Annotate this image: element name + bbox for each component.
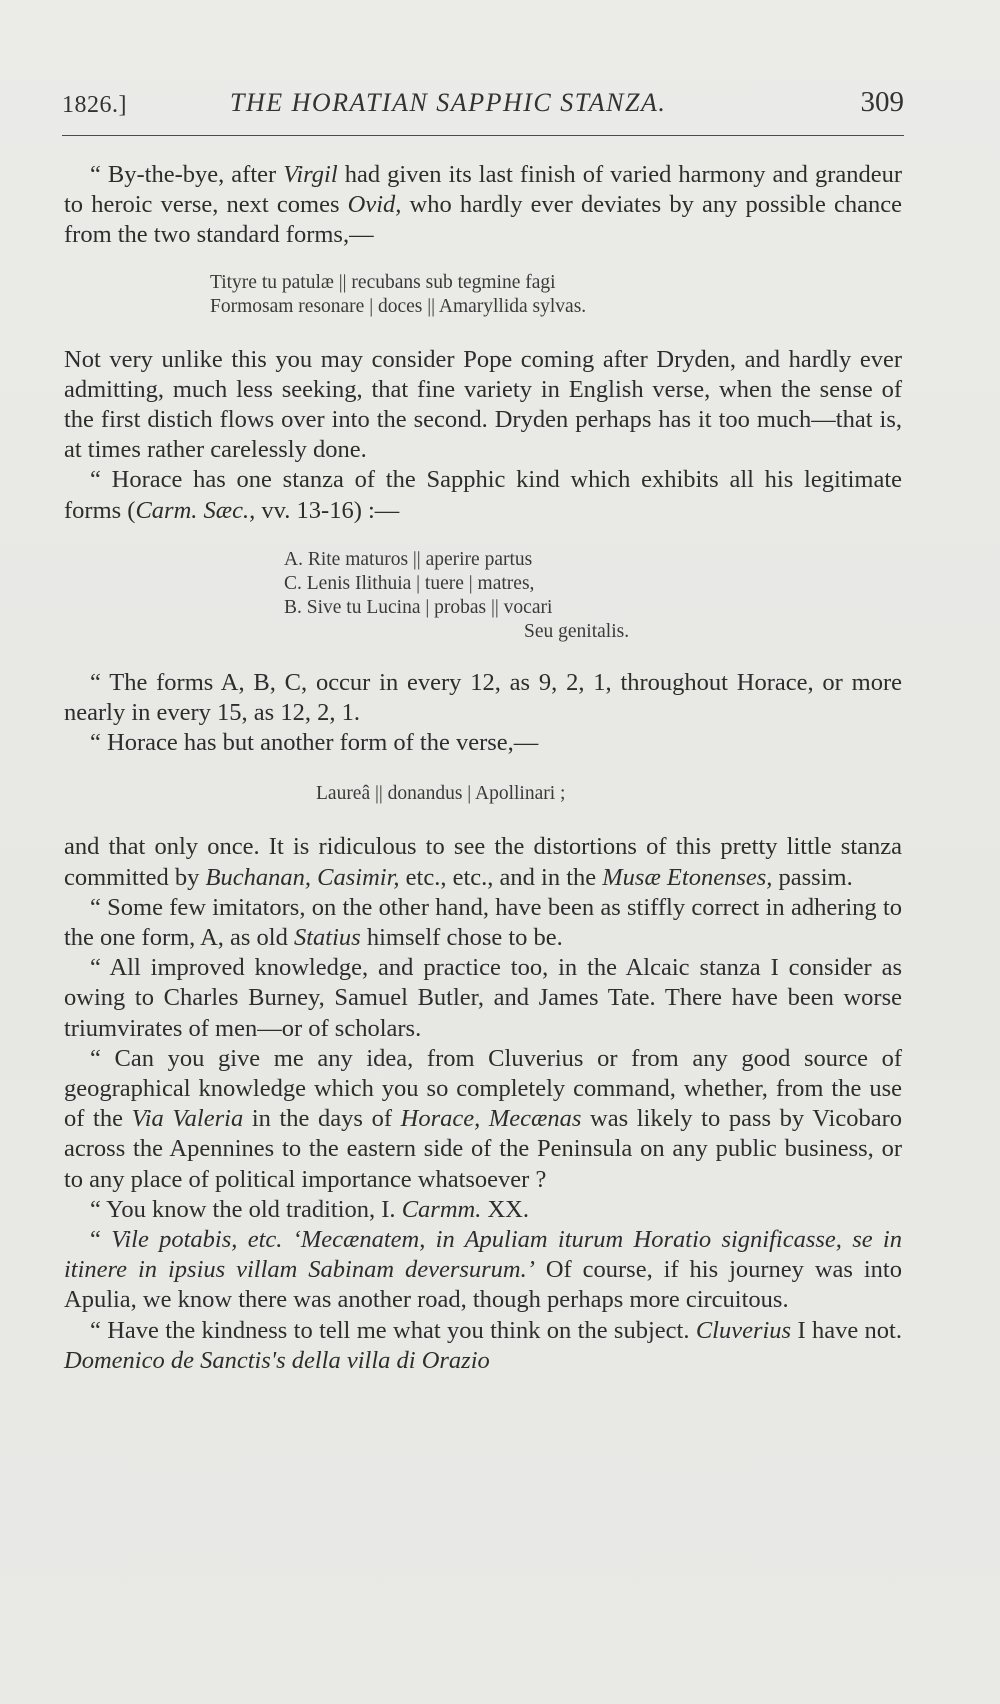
p9-text-a: “ Can you give me any idea, from Cluverius or from any good source of geographical knowledge which you so completely command, whether, from the use of the (64, 1044, 902, 1133)
running-header (62, 84, 904, 124)
p9-text-c (480, 1105, 489, 1132)
p9-text-d: was likely to pass by Vicobaro across the Apennines to the eastern side of the Peninsula on any public business, or to any place of political importance whatsoever ? (64, 1105, 903, 1193)
verse-line: Laureâ || donandus | Apollinari ; (316, 783, 566, 805)
p6-musae: Musæ Etonenses, (602, 863, 773, 891)
verse-line: C. Lenis Ilithuia | tuere | matres, (284, 572, 535, 594)
p12-cluverius: Cluverius (695, 1316, 792, 1344)
p3-text-b: vv. 13-16) :— (255, 496, 400, 524)
p1-text-b: had given its last finish of varied harmony and grandeur to heroic verse, next comes (64, 161, 903, 219)
p1-virgil: Virgil (283, 161, 338, 188)
p1-ovid: Ovid, (347, 191, 402, 219)
verse-quotation-sapphic (284, 548, 902, 644)
page-body (64, 160, 902, 1376)
p9-maecenas: Mecænas (488, 1105, 582, 1133)
p1-text-c: who hardly ever deviates by any possible chance from the two standard forms,— (64, 191, 903, 249)
p10-text-b: XX. (481, 1195, 529, 1223)
header-year: 1826.] (62, 92, 127, 118)
p6-buchanan: Buchanan, (205, 863, 312, 891)
paragraph-virgil-ovid (64, 160, 902, 251)
paragraph-alcaic: “ All improved knowledge, and practice too, in the Alcaic stanza I consider as owing to Charles Burney, Samuel Butler, and James Tate. There have been worse triumvirates of men—or of scholars. (64, 954, 902, 1042)
paragraph-another-form: “ Horace has but another form of the verse,— (90, 729, 539, 757)
p9-horace: Horace, (400, 1105, 481, 1133)
paragraph-tradition (64, 1195, 902, 1225)
p6-text-a: and that only once. It is ridiculous to see the distortions of this pretty little stanza committed by (64, 833, 902, 891)
p11-latin-quote: Vile potabis, etc. ‘Mecænatem, in Apuliam iturum Horatio significasse, se in itinere in ipsius villam Sabinam deversurum.’ (64, 1226, 902, 1284)
paragraph-distortions (64, 832, 902, 892)
header-rule (62, 135, 904, 136)
verse-line: Seu genitalis. (524, 620, 630, 642)
paragraph-imitators (64, 893, 902, 953)
p9-text-b: in the days of (243, 1105, 401, 1133)
p12-domenico: Domenico de Sanctis's della villa di Orazio (64, 1346, 490, 1374)
p11-text-a: “ (90, 1226, 112, 1254)
paragraph-pope-dryden: Not very unlike this you may consider Pope coming after Dryden, and hardly ever admitting, much less seeking, that fine variety in English verse, when the sense of the first distich flows over into the second. Dryden perhaps has it too much—that is, at times rather carelessly done. (64, 345, 902, 464)
p12-text-a: “ Have the kindness to tell me what you think on the subject. (90, 1316, 696, 1344)
p6-text-c: etc., etc., and in the (399, 863, 603, 891)
p10-carmm: Carmm. (401, 1195, 482, 1223)
p1-text-a: “ By-the-bye, after (90, 161, 284, 188)
verse-line: A. Rite maturos || aperire partus (284, 548, 533, 570)
p6-casimir: Casimir, (317, 863, 400, 891)
p10-text-a: “ You know the old tradition, I. (90, 1195, 402, 1223)
verse-quotation-laurea (316, 782, 902, 806)
verse-line: Formosam resonare | doces || Amaryllida sylvas. (210, 295, 587, 317)
page-number: 309 (860, 86, 904, 118)
p7-text-b: himself chose to be. (360, 924, 563, 952)
p3-carm: Carm. Sæc., (135, 496, 256, 524)
p11-text-b: Of course, if his journey was into Apulia, we know there was another road, though perhaps more circuitous. (64, 1256, 902, 1314)
p7-text-a: “ Some few imitators, on the other hand, have been as stiffly correct in adhering to the one form, A, as old (64, 893, 902, 952)
p12-text-b: I have not. (791, 1316, 902, 1344)
p7-statius: Statius (294, 924, 361, 952)
p9-via-valeria: Via Valeria (131, 1105, 244, 1133)
paragraph-horace-stanza (64, 465, 902, 525)
paragraph-vile-potabis (64, 1225, 902, 1316)
paragraph-forms: “ The forms A, B, C, occur in every 12, as 9, 2, 1, throughout Horace, or more nearly in every 15, as 12, 2, 1. (64, 668, 902, 727)
paragraph-cluverius (64, 1044, 902, 1195)
p6-text-d: passim. (772, 863, 853, 891)
header-title: THE HORATIAN SAPPHIC STANZA. (230, 88, 667, 117)
paragraph-kindness (64, 1316, 902, 1376)
verse-line: Tityre tu patulæ || recubans sub tegmine fagi (210, 271, 556, 293)
verse-line: B. Sive tu Lucina | probas || vocari (284, 596, 553, 618)
verse-quotation-virgil (210, 271, 902, 319)
p3-text-a: “ Horace has one stanza of the Sapphic kind which exhibits all his legitimate forms ( (64, 466, 902, 524)
